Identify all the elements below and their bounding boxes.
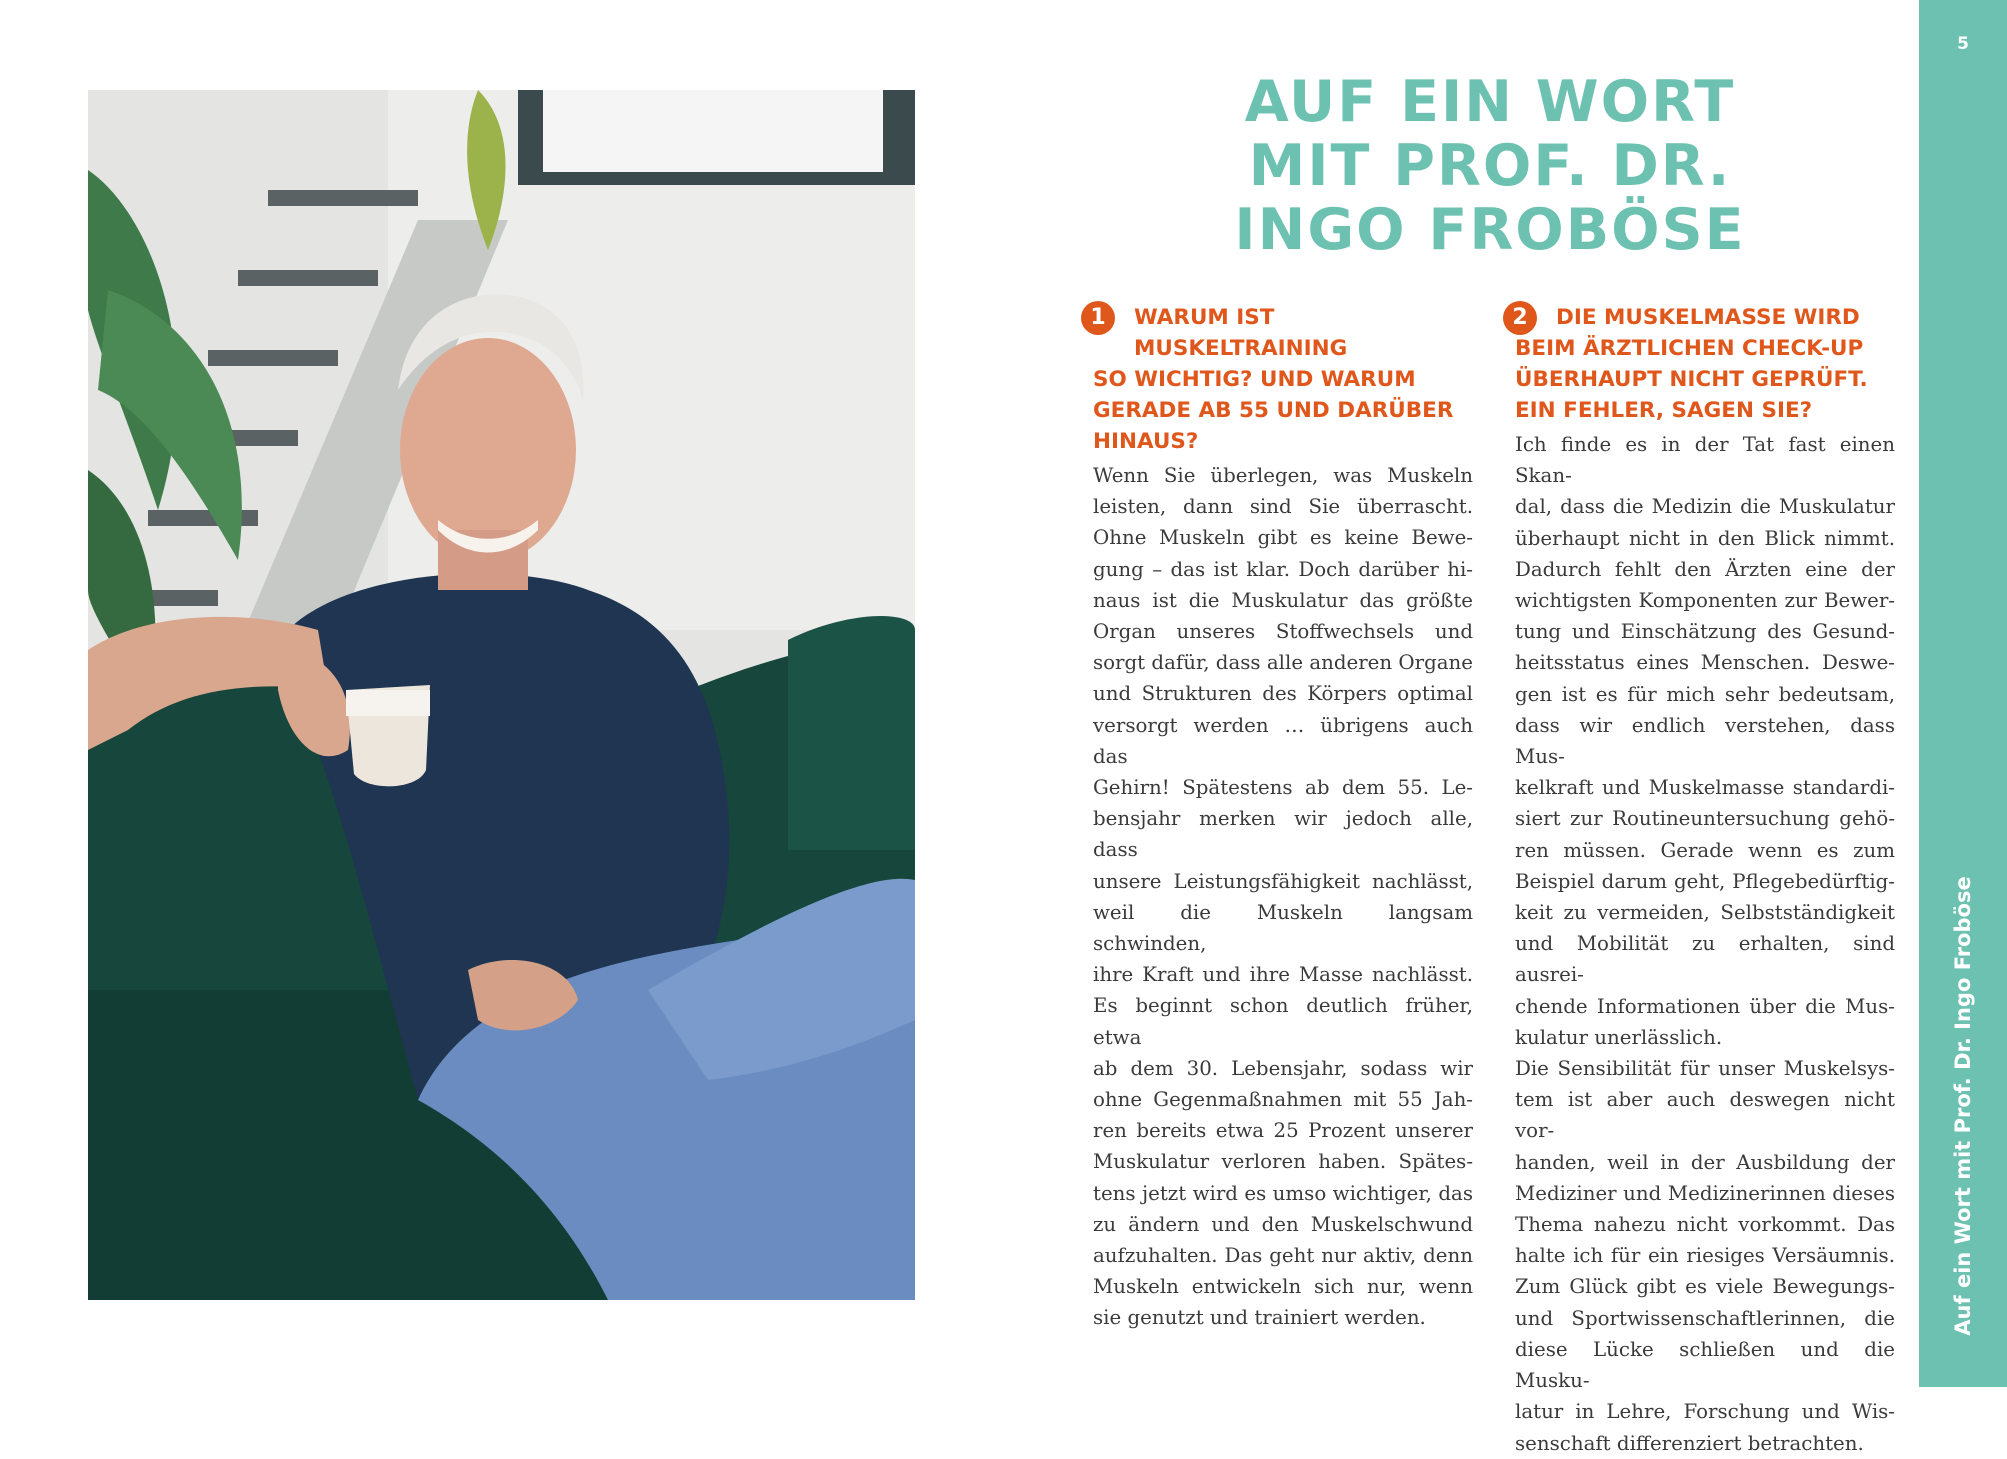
body-line: heitsstatus eines Menschen. Deswe-: [1515, 651, 1895, 675]
body-line: diese Lücke schließen und die Musku-: [1515, 1337, 1895, 1393]
body-line: Muskulatur verloren haben. Spätes-: [1093, 1150, 1473, 1174]
body-line: sorgt dafür, dass alle anderen Organe: [1093, 651, 1473, 675]
body-line: gung – das ist klar. Doch darüber hi-: [1093, 557, 1473, 581]
body-line: Ich finde es in der Tat fast einen Skan-: [1515, 433, 1895, 488]
body-line: ren müssen. Gerade wenn es zum: [1515, 838, 1895, 862]
body-line: tens jetzt wird es umso wichtiger, das: [1093, 1181, 1473, 1205]
body-line: Es beginnt schon deutlich früher, etwa: [1093, 994, 1473, 1049]
body-line: senschaft differenziert betrachten.: [1515, 1431, 1864, 1455]
body-line: ren bereits etwa 25 Prozent unserer: [1093, 1119, 1473, 1143]
body-line: Mediziner und Medizinerinnen dieses: [1515, 1181, 1895, 1205]
answer-text: [1093, 460, 1473, 1334]
title-line: AUF EIN WORT: [1244, 69, 1736, 135]
body-line: ihre Kraft und ihre Masse nachlässt.: [1093, 963, 1473, 987]
body-line: Beispiel darum geht, Pflegebedürftig-: [1515, 869, 1895, 893]
body-line: handen, weil in der Ausbildung der: [1515, 1150, 1895, 1174]
title-line: MIT PROF. DR.: [1248, 133, 1732, 199]
body-line: dass wir endlich verstehen, dass Mus-: [1515, 713, 1895, 769]
body-line: halte ich für ein riesiges Versäumnis.: [1515, 1244, 1895, 1268]
heading-line: DIE MUSKELMASSE WIRD: [1556, 305, 1860, 330]
question-number-badge: 2: [1503, 301, 1537, 335]
body-line: siert zur Routineuntersuchung gehö-: [1515, 807, 1895, 831]
heading-line: BEIM ÄRZTLICHEN CHECK-UP: [1515, 336, 1864, 361]
body-line: sie genutzt und trainiert werden.: [1093, 1306, 1426, 1330]
body-line: wichtigsten Komponenten zur Bewer-: [1515, 589, 1895, 613]
body-line: ohne Gegenmaßnahmen mit 55 Jah-: [1093, 1088, 1473, 1112]
body-line: chende Informationen über die Mus-: [1515, 994, 1895, 1018]
heading-line: HINAUS?: [1093, 429, 1199, 454]
portrait-illustration: [88, 90, 915, 1300]
body-line: dal, dass die Medizin die Muskulatur: [1515, 495, 1895, 519]
body-line: unsere Leistungsfähigkeit nachlässt,: [1093, 869, 1473, 893]
body-line: und Mobilität zu erhalten, sind ausrei-: [1515, 932, 1895, 987]
body-line: Gehirn! Spätestens ab dem 55. Le-: [1093, 776, 1473, 800]
body-line: Zum Glück gibt es viele Bewegungs-: [1515, 1275, 1895, 1299]
body-line: Muskeln entwickeln sich nur, wenn: [1093, 1275, 1473, 1299]
chapter-sidebar: [1919, 0, 2007, 1387]
body-line: und Strukturen des Körpers optimal: [1093, 682, 1473, 706]
body-line: Wenn Sie überlegen, was Muskeln: [1093, 464, 1473, 487]
heading-line: EIN FEHLER, SAGEN SIE?: [1515, 398, 1813, 423]
body-line: Thema nahezu nicht vorkommt. Das: [1515, 1213, 1895, 1237]
question-heading: [1512, 302, 1895, 426]
body-line: Die Sensibilität für unser Muskelsys-: [1515, 1057, 1895, 1081]
question-heading: [1090, 302, 1473, 457]
body-line: versorgt werden … übrigens auch das: [1093, 713, 1473, 768]
body-line: ab dem 30. Lebensjahr, sodass wir: [1093, 1056, 1473, 1080]
answer-text: [1515, 429, 1895, 1459]
body-line: Organ unseres Stoffwechsels und: [1093, 620, 1473, 644]
body-line: überhaupt nicht in den Blick nimmt.: [1515, 526, 1895, 550]
question-1-column: [1090, 302, 1473, 1334]
page-number: 5: [1957, 34, 1969, 54]
title-line: INGO FROBÖSE: [1234, 197, 1746, 263]
body-line: kelkraft und Muskelmasse standardi-: [1515, 776, 1895, 800]
body-line: gen ist es für mich sehr bedeutsam,: [1515, 682, 1895, 706]
heading-line: ÜBERHAUPT NICHT GEPRÜFT.: [1515, 367, 1868, 392]
question-number-badge: 1: [1081, 301, 1115, 335]
body-line: tung und Einschätzung des Gesund-: [1515, 620, 1895, 644]
body-line: tem ist aber auch deswegen nicht vor-: [1515, 1088, 1895, 1143]
body-line: Dadurch fehlt den Ärzten eine der: [1515, 557, 1895, 581]
heading-line: WARUM IST MUSKELTRAINING: [1134, 305, 1348, 361]
body-line: bensjahr merken wir jedoch alle, dass: [1093, 807, 1473, 862]
portrait-photo: [88, 90, 915, 1300]
running-head: Auf ein Wort mit Prof. Dr. Ingo Froböse: [1951, 876, 1975, 1336]
question-2-column: [1512, 302, 1895, 1459]
article-title: [1110, 70, 1870, 262]
body-line: weil die Muskeln langsam schwinden,: [1093, 900, 1473, 956]
body-line: Ohne Muskeln gibt es keine Bewe-: [1093, 526, 1473, 550]
heading-line: SO WICHTIG? UND WARUM: [1093, 367, 1416, 392]
body-line: naus ist die Muskulatur das größte: [1093, 588, 1473, 612]
body-line: leisten, dann sind Sie überrascht.: [1093, 495, 1473, 519]
heading-line: GERADE AB 55 UND DARÜBER: [1093, 398, 1454, 423]
body-line: keit zu vermeiden, Selbstständigkeit: [1515, 901, 1895, 925]
body-line: und Sportwissenschaftlerinnen, die: [1515, 1306, 1895, 1330]
body-line: kulatur unerlässlich.: [1515, 1025, 1723, 1049]
body-line: zu ändern und den Muskelschwund: [1093, 1212, 1473, 1236]
body-line: aufzuhalten. Das geht nur aktiv, denn: [1093, 1244, 1473, 1268]
body-line: latur in Lehre, Forschung und Wis-: [1515, 1400, 1895, 1424]
